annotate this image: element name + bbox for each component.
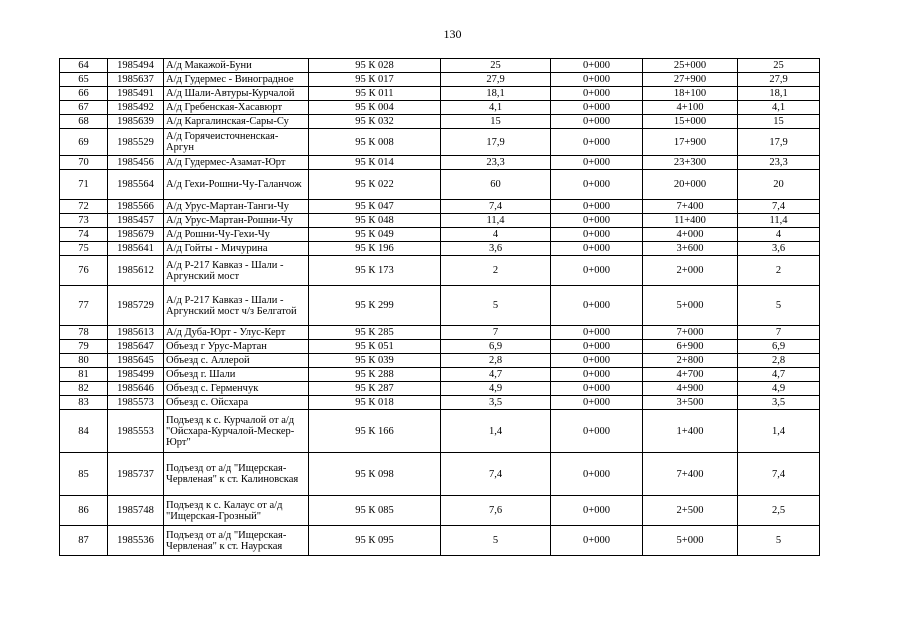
total-length: 17,9 [738,129,820,156]
road-code: 95 К 004 [309,101,441,115]
table-row [60,526,820,556]
table-row [60,73,820,87]
road-id: 1985492 [108,101,164,115]
road-name: А/д Дуба-Юрт - Улус-Керт [164,326,309,340]
road-name: Объезд г Урус-Мартан [164,340,309,354]
total-length: 5 [738,526,820,556]
row-number: 72 [60,200,108,214]
roads-table [59,58,820,556]
end-km: 18+100 [643,87,738,101]
road-code: 95 К 085 [309,496,441,526]
start-km: 0+000 [551,368,643,382]
row-number: 84 [60,410,108,453]
total-length: 3,5 [738,396,820,410]
row-number: 69 [60,129,108,156]
page-number: 130 [443,27,462,41]
road-id: 1985529 [108,129,164,156]
road-code: 95 К 017 [309,73,441,87]
road-id: 1985573 [108,396,164,410]
road-id: 1985729 [108,286,164,326]
length-km: 7,4 [441,200,551,214]
end-km: 4+700 [643,368,738,382]
road-code: 95 К 047 [309,200,441,214]
road-code: 95 К 018 [309,396,441,410]
row-number: 75 [60,242,108,256]
total-length: 11,4 [738,214,820,228]
total-length: 2,5 [738,496,820,526]
start-km: 0+000 [551,286,643,326]
table-row [60,286,820,326]
table-row [60,115,820,129]
row-number: 74 [60,228,108,242]
total-length: 15 [738,115,820,129]
road-id: 1985564 [108,170,164,200]
table-row [60,59,820,73]
road-code: 95 К 049 [309,228,441,242]
road-id: 1985491 [108,87,164,101]
end-km: 1+400 [643,410,738,453]
end-km: 5+000 [643,286,738,326]
table-row [60,256,820,286]
table-row [60,410,820,453]
row-number: 70 [60,156,108,170]
road-name: Подъезд от а/д "Ищерская-Червленая" к ст. Наурская [164,526,309,556]
road-id: 1985456 [108,156,164,170]
start-km: 0+000 [551,228,643,242]
road-name: А/д Урус-Мартан-Танги-Чу [164,200,309,214]
road-name: А/д Гребенская-Хасавюрт [164,101,309,115]
table-row [60,228,820,242]
road-code: 95 К 166 [309,410,441,453]
start-km: 0+000 [551,214,643,228]
end-km: 6+900 [643,340,738,354]
road-code: 95 К 014 [309,156,441,170]
road-id: 1985457 [108,214,164,228]
length-km: 2 [441,256,551,286]
road-id: 1985536 [108,526,164,556]
end-km: 11+400 [643,214,738,228]
road-name: А/д Р-217 Кавказ - Шали - Аргунский мост [164,256,309,286]
end-km: 4+100 [643,101,738,115]
row-number: 87 [60,526,108,556]
start-km: 0+000 [551,340,643,354]
length-km: 3,5 [441,396,551,410]
length-km: 6,9 [441,340,551,354]
length-km: 7,4 [441,453,551,496]
row-number: 65 [60,73,108,87]
end-km: 15+000 [643,115,738,129]
end-km: 3+500 [643,396,738,410]
road-name: А/д Р-217 Кавказ - Шали - Аргунский мост ч/з Белгатой [164,286,309,326]
table-row [60,214,820,228]
row-number: 79 [60,340,108,354]
length-km: 4,1 [441,101,551,115]
total-length: 1,4 [738,410,820,453]
table-row [60,340,820,354]
total-length: 4,7 [738,368,820,382]
end-km: 5+000 [643,526,738,556]
road-id: 1985641 [108,242,164,256]
road-name: Подъезд к с. Курчалой от а/д "Ойсхара-Курчалой-Мескер-Юрт" [164,410,309,453]
table-row [60,496,820,526]
road-name: А/д Макажой-Буни [164,59,309,73]
start-km: 0+000 [551,326,643,340]
row-number: 76 [60,256,108,286]
row-number: 73 [60,214,108,228]
length-km: 27,9 [441,73,551,87]
start-km: 0+000 [551,129,643,156]
table-row [60,242,820,256]
row-number: 68 [60,115,108,129]
total-length: 25 [738,59,820,73]
length-km: 1,4 [441,410,551,453]
road-code: 95 К 048 [309,214,441,228]
road-id: 1985566 [108,200,164,214]
length-km: 4,9 [441,382,551,396]
row-number: 86 [60,496,108,526]
length-km: 4 [441,228,551,242]
start-km: 0+000 [551,256,643,286]
road-name: А/д Гойты - Мичурина [164,242,309,256]
road-id: 1985645 [108,354,164,368]
row-number: 82 [60,382,108,396]
road-id: 1985737 [108,453,164,496]
table-row [60,354,820,368]
start-km: 0+000 [551,170,643,200]
start-km: 0+000 [551,156,643,170]
road-code: 95 К 173 [309,256,441,286]
start-km: 0+000 [551,396,643,410]
row-number: 64 [60,59,108,73]
road-name: А/д Рошни-Чу-Гехи-Чу [164,228,309,242]
road-name: А/д Урус-Мартан-Рошни-Чу [164,214,309,228]
row-number: 81 [60,368,108,382]
start-km: 0+000 [551,115,643,129]
table-row [60,200,820,214]
road-code: 95 К 039 [309,354,441,368]
length-km: 4,7 [441,368,551,382]
road-code: 95 К 098 [309,453,441,496]
table-row [60,129,820,156]
start-km: 0+000 [551,242,643,256]
end-km: 20+000 [643,170,738,200]
total-length: 7,4 [738,200,820,214]
road-name: А/д Гехи-Рошни-Чу-Галанчож [164,170,309,200]
end-km: 23+300 [643,156,738,170]
end-km: 4+000 [643,228,738,242]
road-name: А/д Каргалинская-Сары-Су [164,115,309,129]
start-km: 0+000 [551,87,643,101]
total-length: 3,6 [738,242,820,256]
road-id: 1985637 [108,73,164,87]
road-code: 95 К 022 [309,170,441,200]
table-row [60,326,820,340]
start-km: 0+000 [551,101,643,115]
length-km: 25 [441,59,551,73]
road-id: 1985639 [108,115,164,129]
end-km: 2+000 [643,256,738,286]
end-km: 17+900 [643,129,738,156]
total-length: 20 [738,170,820,200]
total-length: 23,3 [738,156,820,170]
row-number: 78 [60,326,108,340]
row-number: 66 [60,87,108,101]
road-name: Объезд г. Шали [164,368,309,382]
road-code: 95 К 028 [309,59,441,73]
total-length: 5 [738,286,820,326]
road-code: 95 К 288 [309,368,441,382]
road-id: 1985499 [108,368,164,382]
road-id: 1985553 [108,410,164,453]
road-id: 1985494 [108,59,164,73]
total-length: 7 [738,326,820,340]
road-name: Объезд с. Герменчук [164,382,309,396]
table-row [60,382,820,396]
length-km: 23,3 [441,156,551,170]
road-name: Объезд с. Ойсхара [164,396,309,410]
road-name: А/д Гудермес - Виноградное [164,73,309,87]
start-km: 0+000 [551,453,643,496]
end-km: 2+800 [643,354,738,368]
road-code: 95 К 011 [309,87,441,101]
length-km: 5 [441,526,551,556]
table-row [60,396,820,410]
road-name: А/д Горячеисточненская-Аргун [164,129,309,156]
total-length: 4,9 [738,382,820,396]
road-code: 95 К 285 [309,326,441,340]
total-length: 4,1 [738,101,820,115]
end-km: 27+900 [643,73,738,87]
row-number: 85 [60,453,108,496]
length-km: 18,1 [441,87,551,101]
start-km: 0+000 [551,526,643,556]
table-row [60,156,820,170]
row-number: 83 [60,396,108,410]
end-km: 2+500 [643,496,738,526]
length-km: 15 [441,115,551,129]
end-km: 3+600 [643,242,738,256]
length-km: 60 [441,170,551,200]
end-km: 7+400 [643,200,738,214]
road-code: 95 К 299 [309,286,441,326]
road-code: 95 К 032 [309,115,441,129]
table-row [60,87,820,101]
total-length: 18,1 [738,87,820,101]
length-km: 11,4 [441,214,551,228]
table-row [60,368,820,382]
row-number: 71 [60,170,108,200]
row-number: 80 [60,354,108,368]
total-length: 2,8 [738,354,820,368]
length-km: 2,8 [441,354,551,368]
road-name: Подъезд к с. Калаус от а/д "Ищерская-Грозный" [164,496,309,526]
start-km: 0+000 [551,496,643,526]
length-km: 5 [441,286,551,326]
table-row [60,101,820,115]
road-code: 95 К 008 [309,129,441,156]
end-km: 7+400 [643,453,738,496]
road-id: 1985748 [108,496,164,526]
total-length: 6,9 [738,340,820,354]
total-length: 2 [738,256,820,286]
roads-table-body [60,59,820,556]
start-km: 0+000 [551,410,643,453]
road-name: А/д Шали-Автуры-Курчалой [164,87,309,101]
road-code: 95 К 051 [309,340,441,354]
road-id: 1985646 [108,382,164,396]
length-km: 3,6 [441,242,551,256]
start-km: 0+000 [551,354,643,368]
road-name: Подъезд от а/д "Ищерская-Червленая" к ст. Калиновская [164,453,309,496]
end-km: 25+000 [643,59,738,73]
total-length: 4 [738,228,820,242]
end-km: 7+000 [643,326,738,340]
road-code: 95 К 287 [309,382,441,396]
length-km: 17,9 [441,129,551,156]
total-length: 7,4 [738,453,820,496]
total-length: 27,9 [738,73,820,87]
start-km: 0+000 [551,200,643,214]
road-id: 1985679 [108,228,164,242]
road-id: 1985612 [108,256,164,286]
road-id: 1985613 [108,326,164,340]
length-km: 7 [441,326,551,340]
table-row [60,170,820,200]
start-km: 0+000 [551,382,643,396]
start-km: 0+000 [551,59,643,73]
table-row [60,453,820,496]
road-code: 95 К 095 [309,526,441,556]
end-km: 4+900 [643,382,738,396]
length-km: 7,6 [441,496,551,526]
row-number: 77 [60,286,108,326]
road-id: 1985647 [108,340,164,354]
road-code: 95 К 196 [309,242,441,256]
row-number: 67 [60,101,108,115]
start-km: 0+000 [551,73,643,87]
road-name: Объезд с. Аллерой [164,354,309,368]
road-name: А/д Гудермес-Азамат-Юрт [164,156,309,170]
